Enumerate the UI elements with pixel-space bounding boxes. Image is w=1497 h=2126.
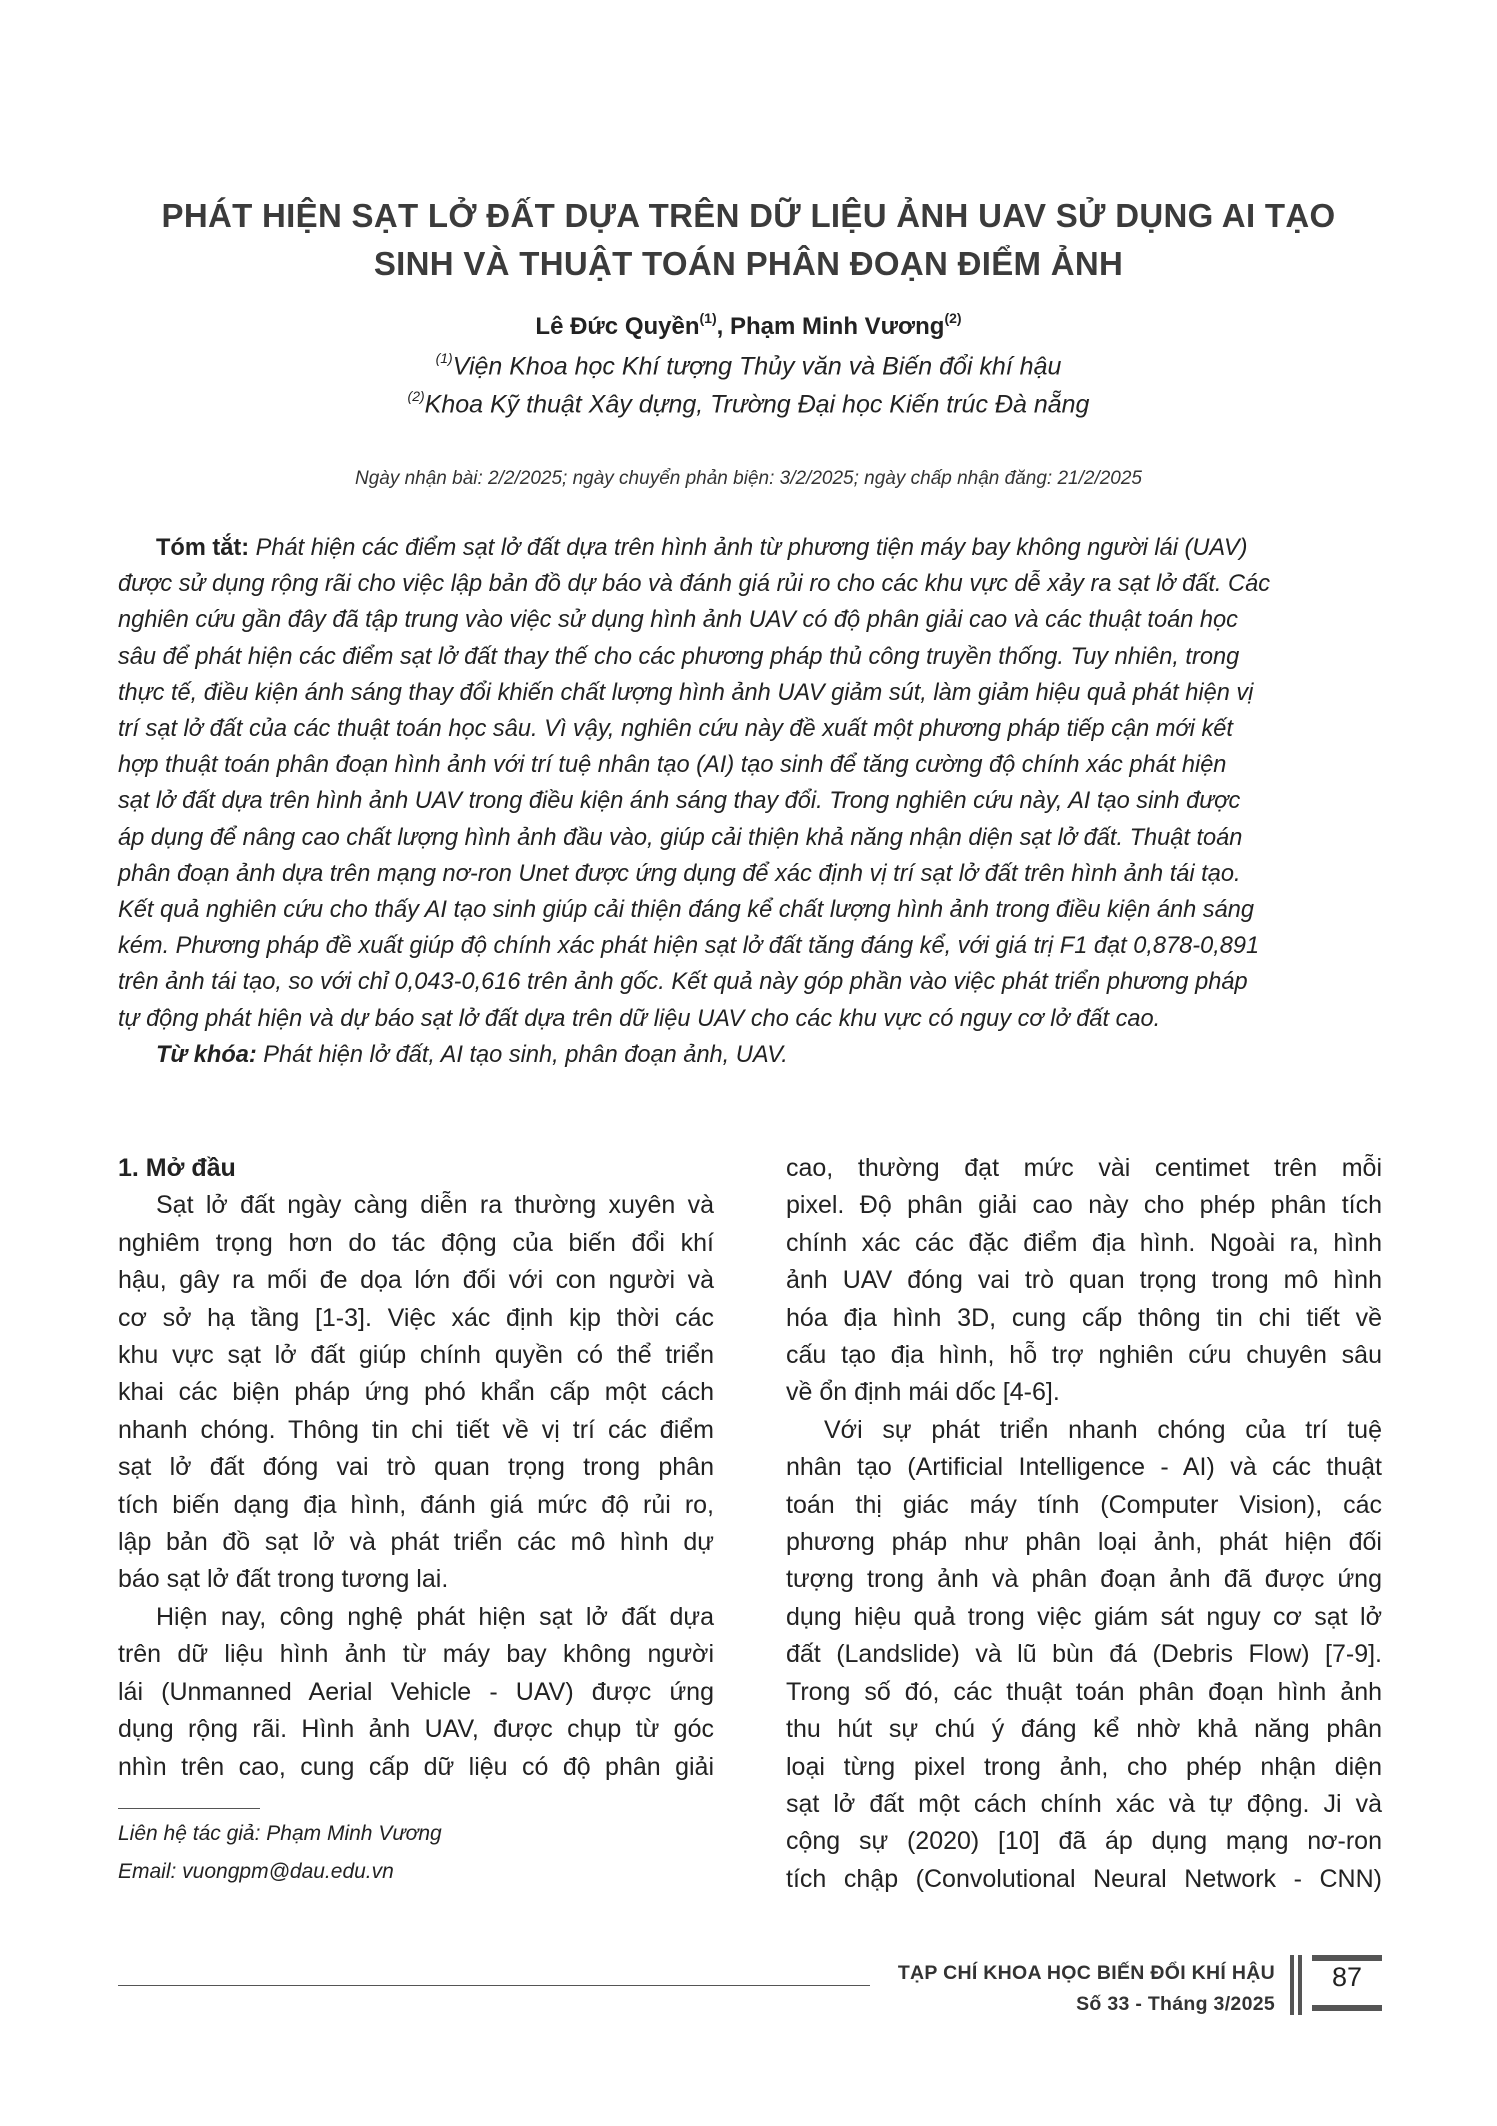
paragraph-line: khu vực sạt lở đất giúp chính quyền có thể triển	[118, 1341, 714, 1370]
author-name: Lê Đức Quyền	[535, 313, 700, 340]
abstract-line: trên ảnh tái tạo, so với chỉ 0,043-0,616 trên ảnh gốc. Kết quả này góp phần vào việc phát triển phương pháp	[118, 969, 1248, 996]
footer-divider	[1290, 1955, 1294, 2015]
paragraph-line: Với sự phát triển nhanh chóng của trí tuệ	[824, 1415, 1382, 1444]
affiliation-text: Khoa Kỹ thuật Xây dựng, Trường Đại học Kiến trúc Đà nẵng	[424, 390, 1090, 419]
paragraph-line: nhân tạo (Artificial Intelligence - AI) và các thuật	[786, 1453, 1382, 1482]
paragraph-line: báo sạt lở đất trong tương lai.	[118, 1565, 449, 1594]
paragraph-line: toán thị giác máy tính (Computer Vision), các	[786, 1490, 1382, 1519]
paragraph-line: dụng hiệu quả trong việc giám sát nguy cơ sạt lở	[786, 1602, 1382, 1631]
article-title	[110, 192, 1387, 288]
abstract-label: Tóm tắt:	[156, 535, 250, 561]
page-number-bar	[1312, 2005, 1382, 2011]
abstract-text: Phát hiện các điểm sạt lở đất dựa trên hình ảnh từ phương tiện máy bay không người lái (UAV)	[255, 535, 1248, 561]
paragraph-line: chính xác các đặc điểm địa hình. Ngoài ra, hình	[786, 1228, 1382, 1257]
paragraph-line: nhanh chóng. Thông tin chi tiết về vị trí các điểm	[118, 1415, 714, 1444]
paragraph-line: khai các biện pháp ứng phó khẩn cấp một cách	[118, 1378, 714, 1407]
paragraph-line: tích biến dạng địa hình, đánh giá mức độ rủi ro,	[118, 1490, 714, 1519]
abstract-line: thực tế, điều kiện ánh sáng thay đổi khiến chất lượng hình ảnh UAV giảm sút, làm giảm hiệu quả phát hiện vị	[118, 679, 1254, 706]
page-number-bar	[1312, 1955, 1382, 1961]
paragraph-line: hóa địa hình 3D, cung cấp thông tin chi tiết về	[786, 1303, 1382, 1332]
paragraph-line: lái (Unmanned Aerial Vehicle - UAV) được ứng	[118, 1677, 714, 1706]
abstract	[118, 530, 1380, 1073]
affiliation-marker: (1)	[435, 350, 453, 366]
author-name: Phạm Minh Vương	[729, 313, 945, 340]
abstract-line	[118, 530, 1380, 566]
paragraph-line: sạt lở đất một cách chính xác và tự động. Ji và	[786, 1789, 1382, 1818]
left-column	[118, 1150, 714, 1786]
paragraph-line: Sạt lở đất ngày càng diễn ra thường xuyên và	[156, 1191, 714, 1220]
paragraph-line: lập bản đồ sạt lở và phát triển các mô hình dự	[118, 1528, 714, 1557]
title-line-2: SINH VÀ THUẬT TOÁN PHÂN ĐOẠN ĐIỂM ẢNH	[373, 245, 1124, 282]
paragraph-line: cao, thường đạt mức vài centimet trên mỗi	[786, 1154, 1382, 1182]
abstract-line: hợp thuật toán phân đoạn hình ảnh với trí tuệ nhân tạo (AI) tạo sinh để tăng cường độ chính xác phát hiện	[118, 752, 1227, 779]
author-list	[0, 312, 1497, 341]
affiliation-1	[0, 352, 1497, 381]
footnote-rule	[118, 1808, 260, 1809]
footer-rule	[118, 1985, 870, 1986]
paragraph-line: Hiện nay, công nghệ phát hiện sạt lở đất dựa	[156, 1602, 714, 1631]
keywords-label: Từ khóa:	[156, 1041, 257, 1068]
affiliation-2	[0, 390, 1497, 419]
paragraph-line: sạt lở đất đóng vai trò quan trọng trong phân	[118, 1453, 714, 1482]
page-number: 87	[1331, 1962, 1363, 1992]
paragraph-line: loại từng pixel trong ảnh, cho phép nhận diện	[786, 1752, 1382, 1781]
paragraph-line: cấu tạo địa hình, hỗ trợ nghiên cứu chuyên sâu	[786, 1341, 1382, 1370]
affiliation-text: Viện Khoa học Khí tượng Thủy văn và Biến đổi khí hậu	[452, 352, 1062, 381]
abstract-line: sạt lở đất dựa trên hình ảnh UAV trong điều kiện ánh sáng thay đổi. Trong nghiên cứu này, AI tạo sinh được	[118, 788, 1241, 815]
paragraph-line: đất (Landslide) và lũ bùn đá (Debris Flow) [7-9].	[786, 1640, 1382, 1669]
abstract-line: sâu để phát hiện các điểm sạt lở đất thay thế cho các phương pháp thủ công truyền thống. Tuy nhiên, trong	[118, 643, 1240, 670]
footer-divider	[1298, 1955, 1302, 2015]
title-line-1: PHÁT HIỆN SẠT LỞ ĐẤT DỰA TRÊN DỮ LIỆU ẢNH UAV SỬ DỤNG AI TẠO	[161, 197, 1336, 234]
author-affil-marker: (2)	[944, 310, 962, 326]
submission-dates: Ngày nhận bài: 2/2/2025; ngày chuyển phản biện: 3/2/2025; ngày chấp nhận đăng: 21/2/2025	[354, 468, 1143, 489]
abstract-line: nghiên cứu gần đây đã tập trung vào việc sử dụng hình ảnh UAV có độ phân giải cao và các thuật toán học	[118, 607, 1238, 634]
footnote-email: Email: vuongpm@dau.edu.vn	[118, 1860, 394, 1883]
affiliation-marker: (2)	[407, 388, 425, 404]
paragraph-line: về ổn định mái dốc [4-6].	[786, 1378, 1060, 1407]
keywords-text: Phát hiện lở đất, AI tạo sinh, phân đoạn ảnh, UAV.	[263, 1041, 788, 1068]
paragraph-line: cộng sự (2020) [10] đã áp dụng mạng nơ-ron	[786, 1827, 1382, 1856]
paragraph-line: tượng trong ảnh và phân đoạn ảnh đã được ứng	[786, 1565, 1382, 1594]
journal-name: TẠP CHÍ KHOA HỌC BIẾN ĐỔI KHÍ HẬU	[897, 1962, 1275, 1984]
abstract-line: được sử dụng rộng rãi cho việc lập bản đồ dự báo và đánh giá rủi ro cho các khu vực dễ xảy ra sạt lở đất. Các	[118, 571, 1270, 598]
paragraph-line: cơ sở hạ tầng [1-3]. Việc xác định kịp thời các	[118, 1303, 714, 1332]
journal-issue: Số 33 - Tháng 3/2025	[1076, 1993, 1275, 2015]
author-affil-marker: (1)	[699, 310, 717, 326]
keywords	[118, 1037, 1380, 1073]
paragraph-line: thu hút sự chú ý đáng kể nhờ khả năng phân	[786, 1715, 1382, 1744]
paragraph-line: trên dữ liệu hình ảnh từ máy bay không người	[118, 1640, 714, 1669]
paragraph-line: phương pháp như phân loại ảnh, phát hiện đối	[786, 1528, 1382, 1557]
journal-info	[898, 1958, 1275, 2020]
paragraph-line: tích chập (Convolutional Neural Network - CNN)	[786, 1864, 1382, 1893]
right-column	[786, 1150, 1382, 1898]
paragraph-line: nhìn trên cao, cung cấp dữ liệu có độ phân giải	[118, 1752, 714, 1781]
paragraph-line: nghiêm trọng hơn do tác động của biến đổi khí	[118, 1228, 714, 1257]
abstract-line: tự động phát hiện và dự báo sạt lở đất dựa trên dữ liệu UAV cho các khu vực có nguy cơ lở đất cao.	[118, 1005, 1161, 1032]
section-heading: 1. Mở đầu	[118, 1154, 236, 1182]
footnote-contact: Liên hệ tác giả: Phạm Minh Vương	[118, 1822, 442, 1845]
abstract-line: Kết quả nghiên cứu cho thấy AI tạo sinh giúp cải thiện đáng kể chất lượng hình ảnh trong điều kiện ánh sáng	[118, 897, 1254, 924]
author-separator: ,	[716, 313, 730, 340]
abstract-line: trí sạt lở đất của các thuật toán học sâu. Vì vậy, nghiên cứu này đề xuất một phương pháp tiếp cận mới kết	[118, 716, 1233, 743]
paragraph-line: dụng rộng rãi. Hình ảnh UAV, được chụp từ góc	[118, 1715, 714, 1744]
abstract-line: phân đoạn ảnh dựa trên mạng nơ-ron Unet được ứng dụng để xác định vị trí sạt lở đất trên hình ảnh tái tạo.	[118, 860, 1241, 887]
paragraph-line: hậu, gây ra mối đe dọa lớn đối với con người và	[118, 1266, 714, 1295]
paragraph-line: pixel. Độ phân giải cao này cho phép phân tích	[786, 1191, 1382, 1220]
abstract-line: kém. Phương pháp đề xuất giúp độ chính xác phát hiện sạt lở đất tăng đáng kể, với giá trị F1 đạt 0,878-0,891	[118, 933, 1260, 960]
abstract-line: áp dụng để nâng cao chất lượng hình ảnh đầu vào, giúp cải thiện khả năng nhận diện sạt lở đất. Thuật toán	[118, 824, 1243, 851]
paragraph-line: Trong số đó, các thuật toán phân đoạn hình ảnh	[786, 1677, 1382, 1706]
paragraph-line: ảnh UAV đóng vai trò quan trọng trong mô hình	[786, 1266, 1382, 1295]
